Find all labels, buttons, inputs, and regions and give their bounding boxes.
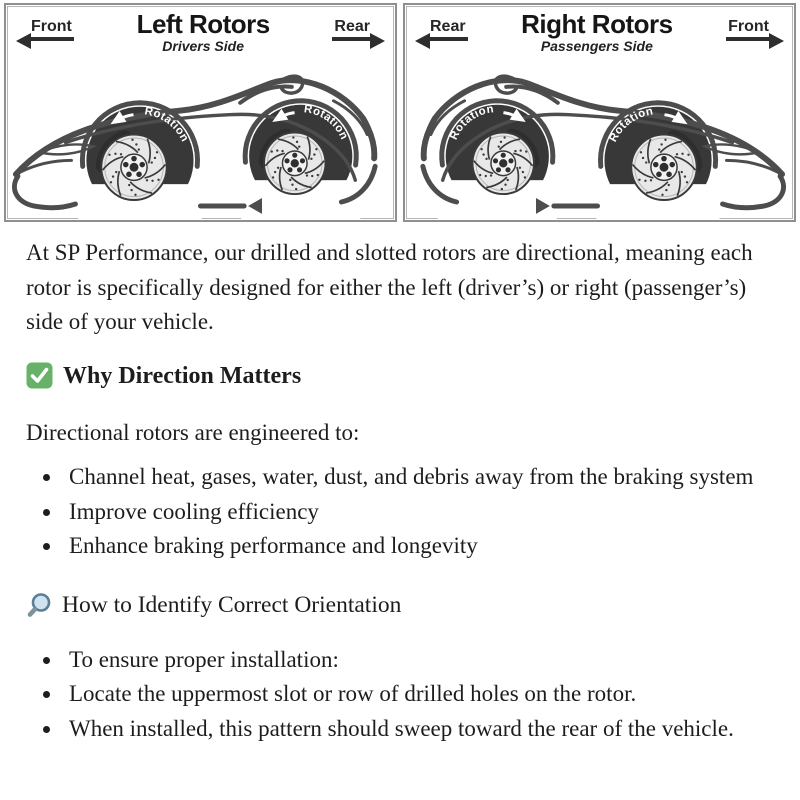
- list-item: • When installed, this pattern should sweep toward the rear of the vehicle.: [63, 712, 774, 747]
- panel-title: Left Rotors: [136, 9, 270, 39]
- section-heading-why-direction-matters: [26, 358, 774, 394]
- installation-list: [26, 643, 774, 747]
- left-panel-header: [6, 5, 395, 57]
- benefits-list: [26, 460, 774, 564]
- rear-direction-label: [415, 19, 468, 41]
- article-body: [0, 222, 800, 746]
- right-panel-header: [405, 5, 794, 57]
- direction-text: Rear: [428, 19, 468, 41]
- right-arrow-icon: [370, 33, 385, 49]
- direction-text: Rear: [332, 19, 372, 41]
- list-item: • Enhance braking performance and longevity: [63, 529, 774, 564]
- heading-text: Why Direction Matters: [63, 362, 302, 389]
- check-mark-icon: [26, 362, 53, 389]
- front-direction-label: [16, 19, 74, 41]
- svg-text:Rotation: Rotation: [143, 105, 191, 145]
- direction-text: Front: [726, 19, 771, 41]
- right-arrow-icon: [769, 33, 784, 49]
- list-item: • Channel heat, gases, water, dust, and debris away from the braking system: [63, 460, 774, 495]
- panel-subtitle: Drivers Side: [162, 38, 244, 55]
- magnifying-glass-icon: [26, 592, 52, 619]
- intro-paragraph: At SP Performance, our drilled and slotted rotors are directional, meaning each rotor is specifically designed for either the left (driver’s) or right (passenger’s) side of your vehicle.: [26, 240, 753, 334]
- section-heading-identify-orientation: [26, 588, 774, 623]
- list-item: • Improve cooling efficiency: [63, 495, 774, 530]
- heading-text: How to Identify Correct Orientation: [62, 591, 402, 618]
- lead-sentence: Directional rotors are engineered to:: [26, 419, 360, 445]
- direction-text: Front: [29, 19, 74, 41]
- list-item: • Locate the uppermost slot or row of drilled holes on the rotor.: [63, 677, 774, 712]
- front-direction-label: [726, 19, 784, 41]
- right-rotors-panel: [403, 3, 796, 222]
- rotor-direction-diagram: [0, 0, 800, 222]
- svg-text:Rotation: Rotation: [303, 103, 351, 142]
- rear-direction-label: [332, 19, 385, 41]
- left-rotors-panel: [4, 3, 397, 222]
- left-arrow-icon: [16, 33, 31, 49]
- list-item: • To ensure proper installation:: [63, 643, 774, 678]
- right-car-illustration: [405, 57, 792, 220]
- panel-subtitle: Passengers Side: [540, 38, 653, 55]
- svg-text:Rotation: Rotation: [447, 103, 495, 142]
- left-arrow-icon: [415, 33, 430, 49]
- svg-text:Rotation: Rotation: [607, 105, 655, 145]
- panel-title: Right Rotors: [521, 9, 673, 39]
- left-car-illustration: [6, 57, 393, 220]
